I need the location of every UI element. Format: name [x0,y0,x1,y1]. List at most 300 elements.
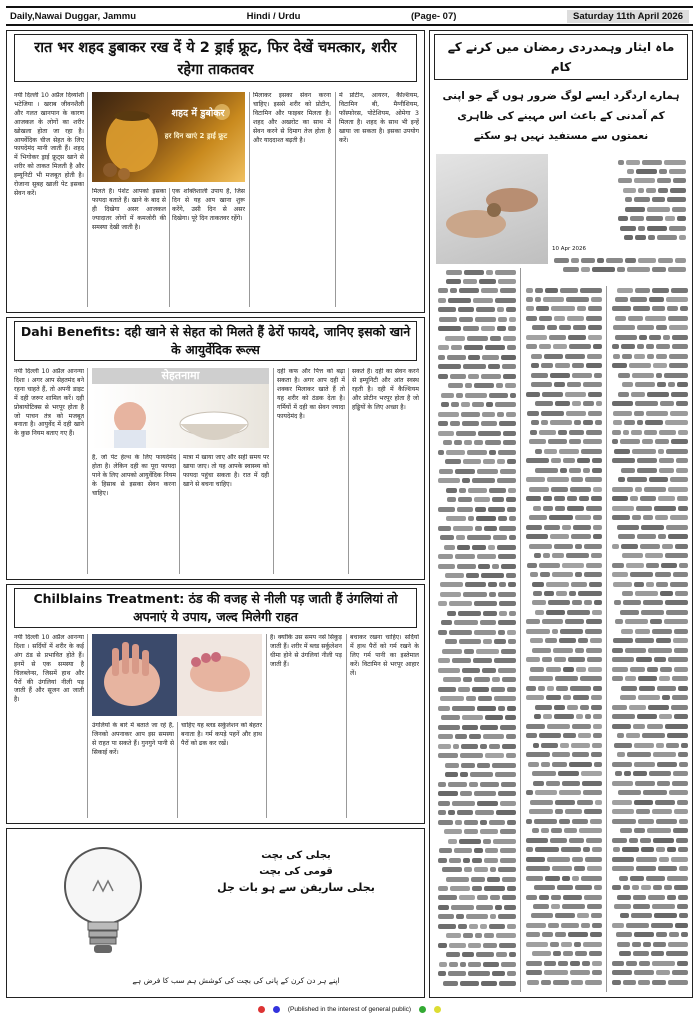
urdu-word-glyph [584,600,592,605]
urdu-word-glyph [503,440,516,445]
urdu-word-glyph [558,961,568,966]
urdu-word-glyph [583,790,602,795]
urdu-word-glyph [446,516,466,521]
urdu-word-glyph [653,752,676,757]
urdu-word-glyph [636,866,656,871]
urdu-word-glyph [550,420,572,425]
urdu-word-glyph [573,525,592,530]
urdu-text-line [610,921,688,929]
urdu-word-glyph [500,288,516,293]
urdu-word-glyph [659,458,674,463]
urdu-word-glyph [459,317,472,322]
urdu-word-glyph [635,235,646,240]
urdu-word-glyph [449,630,471,635]
urdu-word-glyph [678,847,688,852]
urdu-word-glyph [658,866,677,871]
urdu-word-glyph [554,705,565,710]
urdu-word-glyph [457,507,474,512]
urdu-word-glyph [499,943,516,948]
urdu-word-glyph [462,715,482,720]
urdu-word-glyph [489,820,505,825]
urdu-word-glyph [440,535,454,540]
urdu-word-glyph [666,610,688,615]
urdu-word-glyph [506,734,516,739]
urdu-text-line [524,713,602,721]
urdu-word-glyph [546,695,562,700]
urdu-word-glyph [531,373,548,378]
urdu-word-glyph [612,781,633,786]
urdu-word-glyph [532,951,551,956]
urdu-word-glyph [486,270,493,275]
urdu-word-glyph [498,630,505,635]
honey-photo-title: शहद में डुबोकर [171,108,225,119]
urdu-text-line [436,714,516,722]
urdu-word-glyph [575,951,587,956]
urdu-word-glyph [531,363,539,368]
urdu-text-line [436,477,516,485]
urdu-word-glyph [508,488,516,493]
urdu-word-glyph [477,763,491,768]
urdu-word-glyph [568,657,584,662]
urdu-text-line [436,780,516,788]
urdu-word-glyph [677,904,688,909]
urdu-word-glyph [495,905,502,910]
urdu-word-glyph [469,782,478,787]
urdu-word-glyph [620,226,636,231]
urdu-word-glyph [463,279,477,284]
urdu-text-line [524,893,602,901]
urdu-word-glyph [498,450,516,455]
urdu-word-glyph [526,297,533,302]
urdu-word-glyph [539,316,552,321]
urdu-word-glyph [481,374,501,379]
urdu-word-glyph [646,216,663,221]
urdu-word-glyph [503,336,516,341]
urdu-word-glyph [472,858,482,863]
urdu-word-glyph [541,762,550,767]
urdu-word-glyph [507,459,516,464]
urdu-text-line [610,827,688,835]
urdu-word-glyph [633,904,650,909]
urdu-word-glyph [539,344,550,349]
urdu-word-glyph [508,639,516,644]
urdu-word-glyph [507,971,516,976]
urdu-word-glyph [622,847,639,852]
urdu-word-glyph [667,733,688,738]
urdu-text-line [610,542,688,550]
hands-feet-illustration [92,634,262,716]
urdu-word-glyph [621,344,635,349]
urdu-word-glyph [594,373,602,378]
urdu-text-line [524,646,602,654]
urdu-word-glyph [627,169,634,174]
urdu-text-line [524,599,602,607]
urdu-word-glyph [506,573,516,578]
urdu-word-glyph [526,733,537,738]
urdu-word-glyph [472,545,485,550]
urdu-word-glyph [451,905,475,910]
urdu-word-glyph [612,515,630,520]
urdu-word-glyph [574,420,581,425]
urdu-word-glyph [562,904,585,909]
urdu-word-glyph [652,629,672,634]
urdu-word-glyph [567,506,584,511]
urdu-text-line [610,874,688,882]
urdu-word-glyph [509,952,516,957]
urdu-word-glyph [438,706,449,711]
urdu-word-glyph [668,534,688,539]
urdu-word-glyph [585,477,602,482]
urdu-word-glyph [626,563,644,568]
urdu-word-glyph [637,468,657,473]
urdu-word-glyph [457,545,471,550]
urdu-word-glyph [580,705,589,710]
urdu-word-glyph [484,526,497,531]
urdu-word-glyph [439,317,457,322]
urdu-word-glyph [498,592,516,597]
urdu-word-glyph [613,354,620,359]
urdu-word-glyph [627,477,647,482]
urdu-word-glyph [617,895,631,900]
urdu-word-glyph [450,421,460,426]
urdu-word-glyph [625,197,632,202]
urdu-word-glyph [484,858,498,863]
urdu-text-line [436,771,516,779]
urdu-word-glyph [572,363,585,368]
urdu-word-glyph [667,847,676,852]
urdu-text-line [610,855,688,863]
urdu-text-line [524,514,602,522]
urdu-word-glyph [657,235,677,240]
urdu-word-glyph [540,572,550,577]
urdu-word-glyph [649,297,664,302]
urdu-word-glyph [665,553,688,558]
urdu-word-glyph [572,600,581,605]
urdu-word-glyph [666,951,688,956]
urdu-word-glyph [563,267,579,272]
urdu-word-glyph [594,885,602,890]
article-honey-col3: एक शक्तिशाली उपाय है, जिस दिन से यह आप खाना शुरू करेंगे, उसी दिन से असर दिखेगा। पूरे दिन ताकतवर रहेंगे। [172,188,245,222]
urdu-text-line [436,647,516,655]
urdu-text-line [524,665,602,673]
registration-mark-icon [258,1006,265,1013]
urdu-word-glyph [498,516,507,521]
urdu-word-glyph [473,298,492,303]
urdu-word-glyph [592,847,602,852]
urdu-word-glyph [458,687,470,692]
urdu-word-glyph [445,772,458,777]
urdu-text-line [436,619,516,627]
urdu-word-glyph [496,810,516,815]
urdu-word-glyph [640,544,660,549]
urdu-word-glyph [474,791,496,796]
urdu-text-line [436,828,516,836]
urdu-word-glyph [635,591,658,596]
urdu-text-line [610,950,688,958]
urdu-word-glyph [553,344,568,349]
urdu-text-line [436,761,516,769]
urdu-word-glyph [671,857,688,862]
urdu-text-line [436,363,516,371]
urdu-word-glyph [539,895,548,900]
urdu-word-glyph [506,412,516,417]
urdu-text-line [610,447,688,455]
urdu-text-line [524,409,602,417]
urdu-word-glyph [535,790,557,795]
urdu-word-glyph [465,582,487,587]
urdu-text-line [524,940,602,948]
urdu-word-glyph [498,914,516,919]
energy-ad-footer: اپنے ہر دن کرن کے پانی کی بچت کی کوشش ہم سب کا فرض ہے [132,976,340,985]
urdu-word-glyph [677,961,688,966]
urdu-word-glyph [506,753,516,758]
urdu-word-glyph [646,876,664,881]
urdu-word-glyph [500,801,516,806]
urdu-word-glyph [489,393,508,398]
urdu-word-glyph [562,781,580,786]
urdu-word-glyph [612,705,627,710]
urdu-text-line [610,646,688,654]
urdu-text-line [524,343,602,351]
urdu-text-line [524,751,602,759]
urdu-word-glyph [535,288,544,293]
urdu-word-glyph [457,810,473,815]
urdu-word-glyph [593,344,602,349]
urdu-word-glyph [612,563,623,568]
urdu-word-glyph [617,267,625,272]
urdu-word-glyph [469,734,481,739]
urdu-word-glyph [551,487,568,492]
urdu-text-line [524,580,602,588]
urdu-word-glyph [647,207,670,212]
urdu-text-line [524,608,602,616]
urdu-word-glyph [526,895,537,900]
urdu-text-line [524,533,602,541]
urdu-text-line [524,618,602,626]
dahi-photo-title: सेहतनामा [92,368,269,384]
urdu-text-line [610,978,688,986]
urdu-word-glyph [616,932,632,937]
urdu-word-glyph [455,820,463,825]
urdu-word-glyph [555,800,576,805]
urdu-word-glyph [442,867,461,872]
urdu-word-glyph [456,431,476,436]
urdu-word-glyph [460,791,473,796]
urdu-word-glyph [634,828,645,833]
urdu-word-glyph [446,279,461,284]
urdu-word-glyph [659,857,669,862]
urdu-word-glyph [638,695,660,700]
urdu-word-glyph [591,496,602,501]
urdu-word-glyph [482,412,496,417]
urdu-word-glyph [438,564,455,569]
urdu-word-glyph [492,677,500,682]
urdu-word-glyph [510,393,516,398]
urdu-word-glyph [553,648,573,653]
urdu-word-glyph [438,744,450,749]
urdu-word-glyph [625,676,636,681]
article-dahi-col2: है, जो पेट हेल्थ के लिए फायदेमंद होता है। लेकिन दही का पूरा फायदा पाने के लिए आपको आयुर्वेदिक नियम के हिसाब से इसका सेवन करना चाहिए। [92,454,176,497]
urdu-word-glyph [647,354,654,359]
urdu-word-glyph [502,677,516,682]
urdu-text-line [436,809,516,817]
urdu-text-line [436,638,516,646]
urdu-word-glyph [670,477,688,482]
urdu-word-glyph [563,695,571,700]
urdu-text-line [436,581,516,589]
urdu-word-glyph [592,267,615,272]
urdu-word-glyph [468,355,479,360]
urdu-text-line [524,333,602,341]
urdu-text-line [524,381,602,389]
urdu-word-glyph [576,667,586,672]
urdu-word-glyph [652,961,675,966]
urdu-word-glyph [654,506,677,511]
urdu-text-line [436,752,516,760]
urdu-word-glyph [483,639,492,644]
urdu-word-glyph [474,630,496,635]
urdu-text-line [610,865,688,873]
urdu-word-glyph [634,197,650,202]
urdu-word-glyph [675,258,686,263]
urdu-word-glyph [678,686,688,691]
article-chilblains-col5: बचाकर रखना चाहिए। सर्दियों में हाथ पैरों को गर्म रखने के लिए गर्म पानी का इस्तेमाल करें। विटामिन से भरपूर आहार लें। [350,634,419,677]
urdu-word-glyph [674,885,688,890]
urdu-word-glyph [646,188,656,193]
urdu-word-glyph [526,619,540,624]
urdu-word-glyph [492,971,506,976]
urdu-word-glyph [618,534,635,539]
urdu-word-glyph [575,648,584,653]
urdu-word-glyph [505,383,516,388]
urdu-word-glyph [497,412,504,417]
urdu-word-glyph [463,933,474,938]
urdu-text-line [436,505,516,513]
urdu-word-glyph [562,563,583,568]
urdu-word-glyph [483,459,495,464]
urdu-word-glyph [612,667,628,672]
urdu-word-glyph [659,169,667,174]
urdu-word-glyph [473,658,491,663]
urdu-word-glyph [589,582,602,587]
urdu-word-glyph [612,857,634,862]
urdu-word-glyph [438,345,449,350]
urdu-word-glyph [561,923,580,928]
urdu-text-line [436,306,516,314]
urdu-word-glyph [494,696,516,701]
urdu-word-glyph [668,487,688,492]
urdu-word-glyph [448,298,472,303]
urdu-word-glyph [542,392,563,397]
urdu-text-line [610,751,688,759]
urdu-text-line [616,205,686,213]
urdu-word-glyph [438,782,446,787]
urdu-word-glyph [612,676,623,681]
urdu-text-line [436,704,516,712]
urdu-word-glyph [593,525,602,530]
urdu-word-glyph [467,535,491,540]
urdu-text-line [436,429,516,437]
urdu-word-glyph [507,345,516,350]
urdu-word-glyph [501,782,516,787]
urdu-word-glyph [636,809,650,814]
urdu-word-glyph [591,752,602,757]
urdu-word-glyph [640,496,656,501]
urdu-word-glyph [583,439,602,444]
urdu-text-line [524,779,602,787]
urdu-word-glyph [493,535,507,540]
urdu-word-glyph [498,867,516,872]
urdu-word-glyph [613,411,632,416]
urdu-word-glyph [531,354,542,359]
column-rule [606,286,607,992]
urdu-word-glyph [526,629,549,634]
urdu-word-glyph [642,733,664,738]
urdu-word-glyph [575,515,591,520]
urdu-word-glyph [626,961,638,966]
energy-ad-slogan [186,848,406,896]
urdu-word-glyph [653,885,663,890]
urdu-word-glyph [530,667,544,672]
urdu-word-glyph [470,772,493,777]
urdu-word-glyph [489,488,506,493]
urdu-text-line [610,741,688,749]
urdu-text-line [610,969,688,977]
urdu-word-glyph [548,600,570,605]
urdu-word-glyph [554,382,565,387]
urdu-word-glyph [673,178,686,183]
urdu-word-glyph [529,439,546,444]
urdu-word-glyph [438,791,457,796]
urdu-word-glyph [438,895,457,900]
urdu-word-glyph [648,235,655,240]
urdu-word-glyph [638,226,645,231]
urdu-word-glyph [526,961,542,966]
urdu-word-glyph [555,676,579,681]
urdu-word-glyph [526,306,534,311]
urdu-word-glyph [579,828,602,833]
urdu-word-glyph [612,866,634,871]
urdu-word-glyph [633,724,645,729]
issue-date: Saturday 11th April 2026 [567,10,689,23]
urdu-word-glyph [529,544,551,549]
urdu-word-glyph [643,600,664,605]
urdu-word-glyph [488,364,500,369]
urdu-text-line [524,950,602,958]
article-chilblains-col4: है। क्योंकि उस समय नसें सिकुड़ जाती हैं। शरीर में ब्लड सर्कुलेशन धीमा होने से उंगलियां नीली पड़ जाती हैं। [270,634,342,668]
urdu-word-glyph [634,800,653,805]
urdu-word-glyph [438,307,456,312]
urdu-word-glyph [502,895,516,900]
urdu-word-glyph [501,649,516,654]
urdu-text-line [436,496,516,504]
urdu-text-line [436,287,516,295]
urdu-word-glyph [621,686,637,691]
urdu-word-glyph [544,591,554,596]
urdu-word-glyph [549,335,565,340]
urdu-text-line [436,372,516,380]
urdu-word-glyph [496,933,516,938]
urdu-word-glyph [669,226,686,231]
urdu-word-glyph [477,554,496,559]
urdu-word-glyph [592,610,602,615]
urdu-word-glyph [585,980,602,985]
urdu-word-glyph [635,638,654,643]
urdu-text-line [616,234,686,242]
urdu-text-line [616,167,686,175]
urdu-word-glyph [633,306,650,311]
urdu-text-line [610,789,688,797]
